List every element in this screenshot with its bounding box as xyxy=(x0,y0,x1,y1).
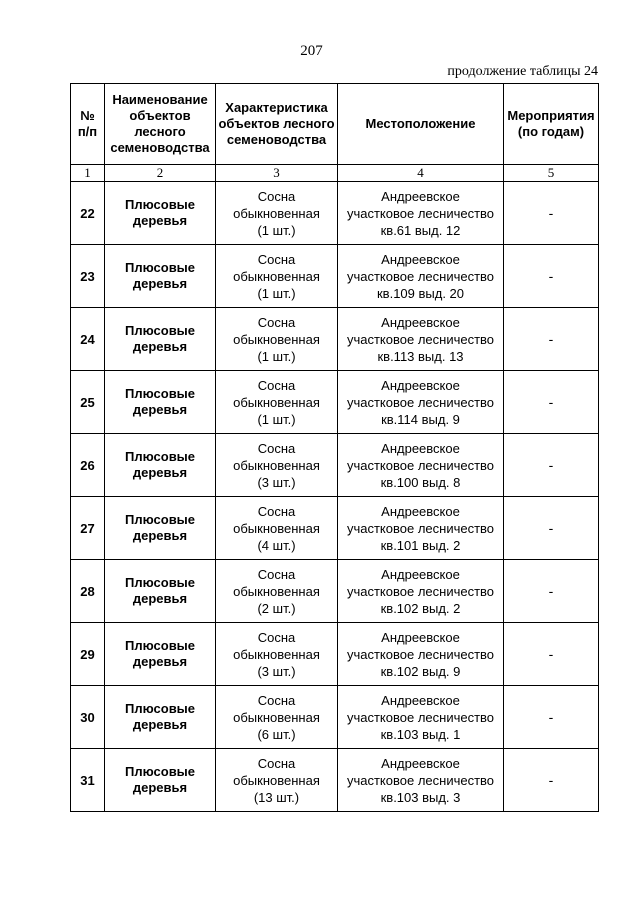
characteristic-line: обыкновенная xyxy=(233,268,320,284)
table-row xyxy=(71,623,599,686)
location-line: Андреевское xyxy=(381,692,460,708)
object-name-cell xyxy=(105,182,216,245)
characteristic-line: (1 шт.) xyxy=(257,285,296,301)
table-row xyxy=(71,434,599,497)
characteristic-line: обыкновенная xyxy=(233,646,320,662)
object-name-line: деревья xyxy=(132,276,188,291)
characteristic-line: (1 шт.) xyxy=(257,348,296,364)
characteristic-line: Сосна xyxy=(257,188,296,204)
characteristic-line: Сосна xyxy=(257,629,296,645)
characteristic-line: (4 шт.) xyxy=(257,537,296,553)
characteristic-line: Сосна xyxy=(257,377,296,393)
location-line: Андреевское xyxy=(381,755,460,771)
characteristic-line: (13 шт.) xyxy=(253,789,300,805)
location-line: Андреевское xyxy=(381,503,460,519)
characteristic-cell xyxy=(216,686,338,749)
page-number: 207 xyxy=(300,43,323,59)
location-line: участковое лесничество xyxy=(346,772,495,788)
location-cell xyxy=(338,371,504,434)
row-number: 30 xyxy=(71,686,105,749)
location-line: кв.102 выд. 9 xyxy=(380,663,461,679)
object-name-line: Плюсовые xyxy=(124,764,196,779)
activities-cell: - xyxy=(504,245,599,308)
characteristic-line: обыкновенная xyxy=(233,394,320,410)
location-line: Андреевское xyxy=(381,377,460,393)
characteristic-line: (6 шт.) xyxy=(257,726,296,742)
row-number: 24 xyxy=(71,308,105,371)
activities-cell: - xyxy=(504,434,599,497)
characteristic-cell xyxy=(216,497,338,560)
object-name-cell xyxy=(105,245,216,308)
location-cell xyxy=(338,749,504,812)
location-line: кв.103 выд. 3 xyxy=(380,789,461,805)
location-line: Андреевское xyxy=(381,314,460,330)
forest-seed-objects-table xyxy=(70,83,599,812)
characteristic-cell xyxy=(216,623,338,686)
object-name-line: деревья xyxy=(132,591,188,606)
object-name-line: деревья xyxy=(132,213,188,228)
characteristic-cell xyxy=(216,182,338,245)
row-number: 26 xyxy=(71,434,105,497)
characteristic-line: обыкновенная xyxy=(233,772,320,788)
object-name-cell xyxy=(105,749,216,812)
table-row xyxy=(71,308,599,371)
location-cell xyxy=(338,623,504,686)
object-name-line: деревья xyxy=(132,339,188,354)
table-row xyxy=(71,749,599,812)
location-line: Андреевское xyxy=(381,251,460,267)
header-number: № п/п xyxy=(71,84,105,165)
characteristic-line: Сосна xyxy=(257,755,296,771)
characteristic-line: Сосна xyxy=(257,440,296,456)
row-number: 22 xyxy=(71,182,105,245)
location-line: участковое лесничество xyxy=(346,331,495,347)
location-line: кв.114 выд. 9 xyxy=(381,411,460,427)
row-number: 31 xyxy=(71,749,105,812)
header-activities: Мероприятия (по годам) xyxy=(504,84,599,165)
object-name-cell xyxy=(105,560,216,623)
object-name-line: Плюсовые xyxy=(124,449,196,464)
object-name-line: Плюсовые xyxy=(124,197,196,212)
table-header-row xyxy=(71,84,599,165)
column-number-row xyxy=(71,165,599,182)
location-line: кв.109 выд. 20 xyxy=(376,285,465,301)
activities-cell: - xyxy=(504,497,599,560)
characteristic-line: (1 шт.) xyxy=(257,411,296,427)
location-line: участковое лесничество xyxy=(346,646,495,662)
characteristic-line: (2 шт.) xyxy=(257,600,296,616)
object-name-line: Плюсовые xyxy=(124,701,196,716)
object-name-line: Плюсовые xyxy=(124,638,196,653)
object-name-line: деревья xyxy=(132,402,188,417)
activities-cell: - xyxy=(504,686,599,749)
object-name-line: деревья xyxy=(132,654,188,669)
object-name-line: деревья xyxy=(132,465,188,480)
table-row xyxy=(71,497,599,560)
characteristic-line: обыкновенная xyxy=(233,583,320,599)
object-name-cell xyxy=(105,686,216,749)
activities-cell: - xyxy=(504,308,599,371)
characteristic-line: (3 шт.) xyxy=(257,474,296,490)
location-line: участковое лесничество xyxy=(346,520,495,536)
object-name-line: Плюсовые xyxy=(124,512,196,527)
characteristic-cell xyxy=(216,308,338,371)
row-number: 27 xyxy=(71,497,105,560)
table-row xyxy=(71,686,599,749)
object-name-line: деревья xyxy=(132,780,188,795)
location-cell xyxy=(338,686,504,749)
location-cell xyxy=(338,245,504,308)
object-name-cell xyxy=(105,434,216,497)
object-name-cell xyxy=(105,308,216,371)
characteristic-line: обыкновенная xyxy=(233,205,320,221)
characteristic-line: обыкновенная xyxy=(233,709,320,725)
object-name-line: Плюсовые xyxy=(124,575,196,590)
location-cell xyxy=(338,560,504,623)
table-row xyxy=(71,371,599,434)
row-number: 23 xyxy=(71,245,105,308)
location-cell xyxy=(338,497,504,560)
characteristic-line: обыкновенная xyxy=(233,457,320,473)
location-cell xyxy=(338,182,504,245)
column-number: 1 xyxy=(71,165,105,182)
table-row xyxy=(71,245,599,308)
column-number: 3 xyxy=(216,165,338,182)
location-line: кв.101 выд. 2 xyxy=(380,537,461,553)
location-line: участковое лесничество xyxy=(346,394,495,410)
characteristic-line: Сосна xyxy=(257,251,296,267)
column-number: 2 xyxy=(105,165,216,182)
table-continuation-note: продолжение таблицы 24 xyxy=(447,64,598,79)
header-characteristic: Характеристика объектов лесного семеноводства xyxy=(216,84,338,165)
location-line: Андреевское xyxy=(381,629,460,645)
table-row xyxy=(71,560,599,623)
characteristic-cell xyxy=(216,434,338,497)
column-number: 5 xyxy=(504,165,599,182)
location-line: участковое лесничество xyxy=(346,205,495,221)
characteristic-line: (3 шт.) xyxy=(257,663,296,679)
row-number: 25 xyxy=(71,371,105,434)
activities-cell: - xyxy=(504,623,599,686)
location-line: Андреевское xyxy=(381,566,460,582)
characteristic-cell xyxy=(216,371,338,434)
location-cell xyxy=(338,308,504,371)
header-location: Местоположение xyxy=(338,84,504,165)
characteristic-line: Сосна xyxy=(257,503,296,519)
location-line: кв.103 выд. 1 xyxy=(380,726,461,742)
object-name-line: деревья xyxy=(132,717,188,732)
characteristic-line: Сосна xyxy=(257,314,296,330)
location-line: кв.102 выд. 2 xyxy=(380,600,461,616)
activities-cell: - xyxy=(504,371,599,434)
location-line: кв.61 выд. 12 xyxy=(380,222,461,238)
location-line: кв.113 выд. 13 xyxy=(377,348,464,364)
object-name-cell xyxy=(105,623,216,686)
characteristic-line: (1 шт.) xyxy=(257,222,296,238)
location-line: Андреевское xyxy=(381,188,460,204)
object-name-cell xyxy=(105,371,216,434)
column-number: 4 xyxy=(338,165,504,182)
characteristic-line: Сосна xyxy=(257,566,296,582)
object-name-line: Плюсовые xyxy=(124,323,196,338)
row-number: 29 xyxy=(71,623,105,686)
location-line: участковое лесничество xyxy=(346,583,495,599)
location-line: участковое лесничество xyxy=(346,457,495,473)
activities-cell: - xyxy=(504,182,599,245)
location-line: Андреевское xyxy=(381,440,460,456)
table-row xyxy=(71,182,599,245)
location-line: участковое лесничество xyxy=(346,268,495,284)
header-name: Наименование объектов лесного семеноводства xyxy=(105,84,216,165)
characteristic-cell xyxy=(216,560,338,623)
object-name-line: деревья xyxy=(132,528,188,543)
activities-cell: - xyxy=(504,560,599,623)
location-cell xyxy=(338,434,504,497)
characteristic-line: обыкновенная xyxy=(233,520,320,536)
characteristic-line: обыкновенная xyxy=(233,331,320,347)
characteristic-cell xyxy=(216,245,338,308)
row-number: 28 xyxy=(71,560,105,623)
location-line: участковое лесничество xyxy=(346,709,495,725)
activities-cell: - xyxy=(504,749,599,812)
characteristic-line: Сосна xyxy=(257,692,296,708)
object-name-cell xyxy=(105,497,216,560)
location-line: кв.100 выд. 8 xyxy=(380,474,461,490)
object-name-line: Плюсовые xyxy=(124,260,196,275)
object-name-line: Плюсовые xyxy=(124,386,196,401)
characteristic-cell xyxy=(216,749,338,812)
